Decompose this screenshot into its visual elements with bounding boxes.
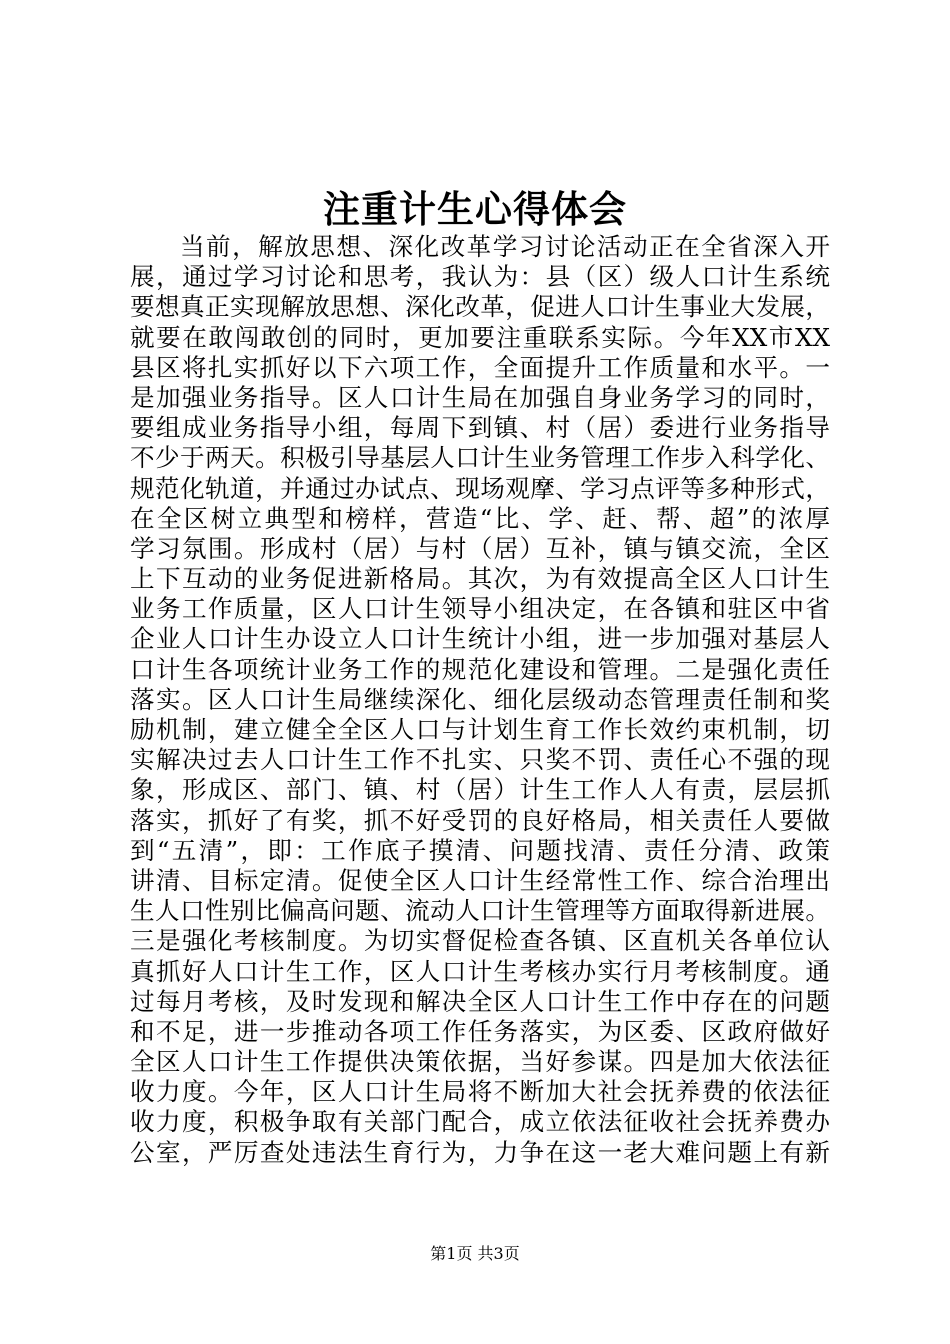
- paragraph-line: 三是强化考核制度。为切实督促检查各镇、区直机关各单位认: [130, 926, 830, 956]
- paragraph-line: 不少于两天。积极引导基层人口计生业务管理工作步入科学化、: [130, 443, 830, 473]
- paragraph-line: 是加强业务指导。区人口计生局在加强自身业务学习的同时，: [130, 382, 830, 412]
- page-number-footer: 第1页 共3页: [430, 1244, 520, 1263]
- paragraph-line: 公室，严厉查处违法生育行为，力争在这一老大难问题上有新: [130, 1137, 830, 1167]
- paragraph-line: 就要在敢闯敢创的同时，更加要注重联系实际。今年XX市XX: [130, 322, 830, 352]
- paragraph-line: 生人口性别比偏高问题、流动人口计生管理等方面取得新进展。: [130, 896, 830, 926]
- paragraph-line: 县区将扎实抓好以下六项工作，全面提升工作质量和水平。一: [130, 352, 830, 382]
- paragraph-line: 企业人口计生办设立人口计生统计小组，进一步加强对基层人: [130, 624, 830, 654]
- paragraph-line: 落实。区人口计生局继续深化、细化层级动态管理责任制和奖: [130, 684, 830, 714]
- paragraph-line: 励机制，建立健全全区人口与计划生育工作长效约束机制，切: [130, 715, 830, 744]
- paragraph-line: 和不足，进一步推动各项工作任务落实，为区委、区政府做好: [130, 1016, 830, 1046]
- paragraph-line: 收力度。今年，区人口计生局将不断加大社会抚养费的依法征: [130, 1077, 830, 1107]
- paragraph-line: 全区人口计生工作提供决策依据，当好参谋。四是加大依法征: [130, 1047, 830, 1077]
- paragraph-line: 业务工作质量，区人口计生领导小组决定，在各镇和驻区中省: [130, 594, 830, 624]
- paragraph-line: 当前，解放思想、深化改革学习讨论活动正在全省深入开: [180, 232, 830, 261]
- paragraph-line: 收力度，积极争取有关部门配合，成立依法征收社会抚养费办: [130, 1107, 830, 1137]
- paragraph-line: 到“五清”，即：工作底子摸清、问题找清、责任分清、政策: [130, 835, 830, 865]
- paragraph-line: 口计生各项统计业务工作的规范化建设和管理。二是强化责任: [130, 654, 830, 684]
- document-title: 注重计生心得体会: [323, 187, 627, 231]
- paragraph-line: 要想真正实现解放思想、深化改革，促进人口计生事业大发展，: [130, 292, 830, 322]
- paragraph-line: 落实，抓好了有奖，抓不好受罚的良好格局，相关责任人要做: [130, 805, 830, 835]
- paragraph-line: 过每月考核，及时发现和解决全区人口计生工作中存在的问题: [130, 986, 830, 1016]
- paragraph-line: 上下互动的业务促进新格局。其次，为有效提高全区人口计生: [130, 564, 830, 594]
- paragraph-line: 展，通过学习讨论和思考，我认为：县（区）级人口计生系统: [130, 262, 830, 292]
- paragraph-line: 象，形成区、部门、镇、村（居）计生工作人人有责，层层抓: [130, 775, 830, 805]
- paragraph-line: 讲清、目标定清。促使全区人口计生经常性工作、综合治理出: [130, 865, 830, 895]
- paragraph-line: 学习氛围。形成村（居）与村（居）互补，镇与镇交流，全区: [130, 533, 830, 563]
- document-body: [130, 232, 830, 1168]
- paragraph-line: 规范化轨道，并通过办试点、现场观摩、学习点评等多种形式，: [130, 473, 830, 503]
- paragraph-line: 要组成业务指导小组，每周下到镇、村（居）委进行业务指导: [130, 413, 830, 443]
- paragraph-line: 实解决过去人口计生工作不扎实、只奖不罚、责任心不强的现: [130, 745, 830, 775]
- paragraph-line: 真抓好人口计生工作，区人口计生考核办实行月考核制度。通: [130, 956, 830, 986]
- paragraph-line: 在全区树立典型和榜样，营造“比、学、赶、帮、超”的浓厚: [130, 503, 830, 533]
